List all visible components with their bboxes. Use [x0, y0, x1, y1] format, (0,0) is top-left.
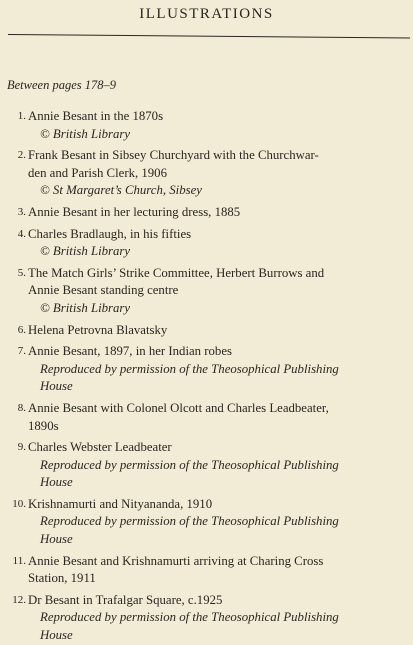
item-caption-line: Frank Besant in Sibsey Churchyard with the Churchwar-: [28, 148, 319, 163]
item-credit-line: © British Library: [40, 244, 131, 259]
item-number: 1.: [17, 110, 26, 122]
item-credit-line: © British Library: [40, 126, 131, 141]
item-caption-line: Helena Petrovna Blavatsky: [28, 322, 168, 337]
item-credit-line: © British Library: [40, 300, 131, 315]
item-number: 5.: [17, 266, 26, 279]
item-caption-line: Annie Besant with Colonel Olcott and Charles Leadbeater,: [28, 400, 329, 415]
list-item: [0, 439, 413, 492]
list-item: [0, 496, 413, 549]
item-number: 7.: [17, 345, 26, 358]
item-caption-line: The Match Girls’ Strike Committee, Herbert Burrows and: [28, 265, 325, 280]
item-number: 8.: [17, 401, 26, 414]
item-credit-line: House: [40, 379, 73, 394]
list-item: [0, 147, 413, 200]
item-credit-line: Reproduced by permission of the Theosophical Publishing: [40, 457, 339, 472]
item-caption-line: Station, 1911: [28, 571, 96, 586]
item-credit-line: © St Margaret’s Church, Sibsey: [40, 183, 202, 198]
item-number: 3.: [17, 205, 26, 218]
item-caption-line: Annie Besant standing centre: [28, 283, 179, 298]
item-caption-line: Charles Bradlaugh, in his fifties: [28, 226, 192, 241]
item-number: 2.: [17, 149, 26, 162]
list-item: [0, 343, 413, 396]
page-heading: ILLUSTRATIONS: [139, 6, 274, 22]
item-caption-line: den and Parish Clerk, 1906: [28, 165, 167, 180]
list-item: [0, 226, 413, 261]
item-credit-line: Reproduced by permission of the Theosophical Publishing: [40, 610, 339, 625]
item-credit-line: Reproduced by permission of the Theosophical Publishing: [40, 514, 339, 529]
item-caption-line: Dr Besant in Trafalgar Square, c.1925: [28, 592, 223, 607]
heading-rule: [8, 34, 410, 39]
item-number: 11.: [12, 554, 26, 567]
illustrations-list: [0, 108, 413, 645]
item-caption-line: Annie Besant, 1897, in her Indian robes: [28, 344, 232, 359]
item-caption-line: Annie Besant in her lecturing dress, 1885: [28, 204, 241, 219]
item-credit-line: House: [40, 628, 73, 643]
list-item: [0, 265, 413, 318]
item-caption-line: 1890s: [28, 418, 59, 433]
item-number: 10.: [12, 497, 26, 510]
list-item: [0, 108, 413, 143]
item-number: 4.: [17, 227, 26, 240]
item-credit-line: House: [40, 532, 73, 547]
item-caption-line: Annie Besant in the 1870s: [28, 109, 164, 123]
list-item: [0, 322, 413, 340]
item-credit-line: House: [40, 475, 73, 490]
item-caption-line: Annie Besant and Krishnamurti arriving at Charing Cross: [28, 553, 324, 568]
item-number: 12.: [12, 593, 26, 606]
item-number: 9.: [17, 441, 26, 454]
section-intro: Between pages 178–9: [7, 78, 117, 92]
item-number: 6.: [17, 323, 26, 336]
list-item: [0, 400, 413, 435]
item-caption-line: Charles Webster Leadbeater: [28, 440, 172, 455]
item-credit-line: Reproduced by permission of the Theosophical Publishing: [40, 361, 339, 376]
list-item: [0, 204, 413, 222]
item-caption-line: Krishnamurti and Nityananda, 1910: [28, 496, 213, 511]
list-item: [0, 553, 413, 588]
